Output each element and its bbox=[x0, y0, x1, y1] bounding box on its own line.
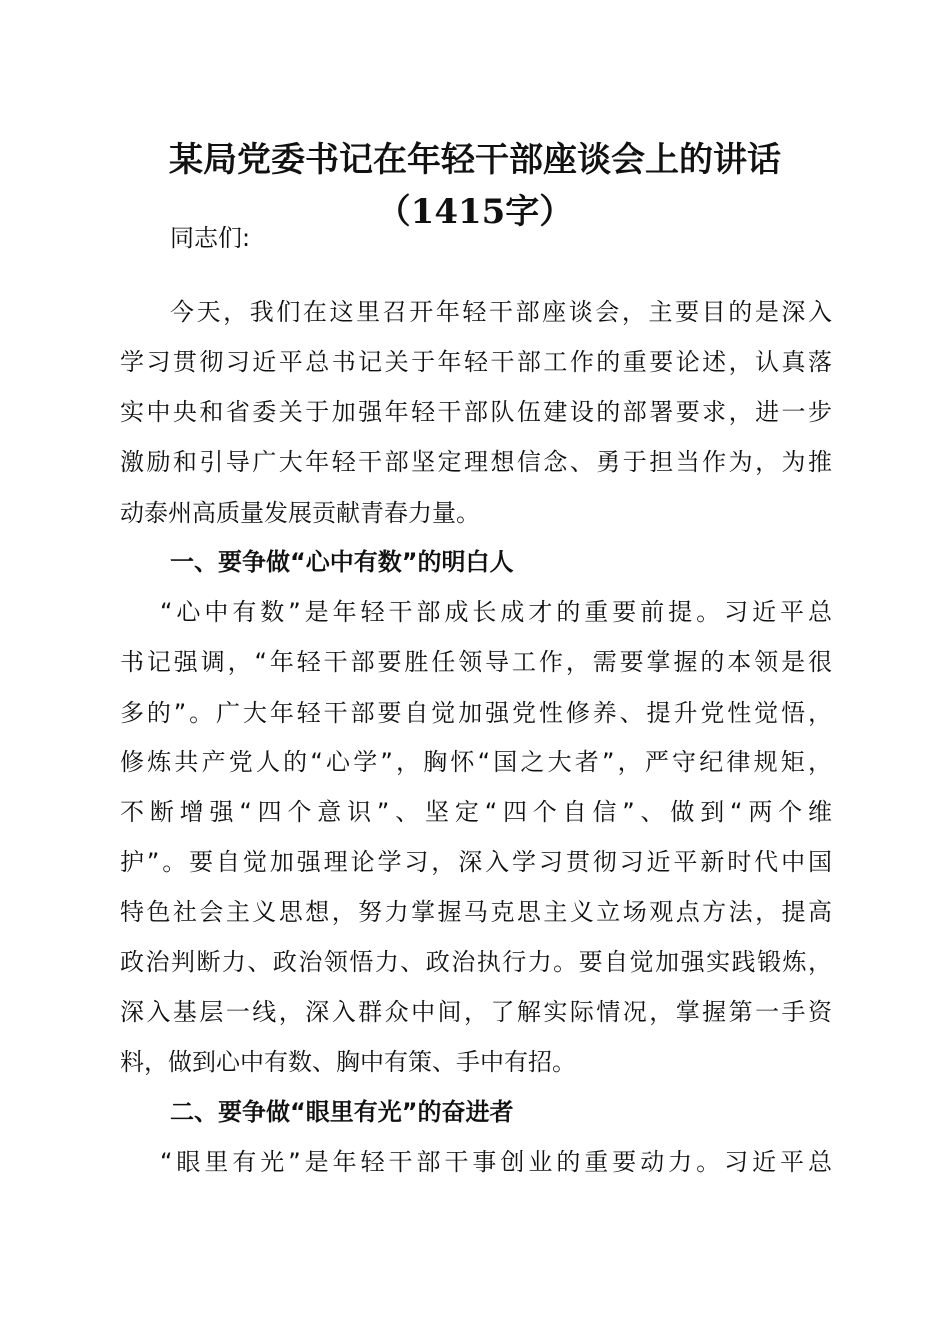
paragraph-line: 不断增强“四个意识”、坚定“四个自信”、做到“两个维 bbox=[120, 798, 832, 826]
paragraph-line: 料，做到心中有数、胸中有策、手中有招。 bbox=[120, 1048, 576, 1076]
document-subtitle: （1415字） bbox=[376, 192, 574, 232]
paragraph-line: 学习贯彻习近平总书记关于年轻干部工作的重要论述，认真落 bbox=[120, 348, 832, 376]
document-title: 某局党委书记在年轻干部座谈会上的讲话 bbox=[169, 140, 781, 180]
paragraph-line: 特色社会主义思想，努力掌握马克思主义立场观点方法，提高 bbox=[120, 898, 832, 926]
paragraph-line: 修炼共产党人的“心学”，胸怀“国之大者”，严守纪律规矩， bbox=[120, 748, 832, 776]
paragraph-line: “眼里有光”是年轻干部干事创业的重要动力。习近平总 bbox=[160, 1148, 832, 1176]
paragraph-line: 深入基层一线，深入群众中间，了解实际情况，掌握第一手资 bbox=[120, 998, 832, 1026]
section-heading: 二、要争做“眼里有光”的奋进者 bbox=[170, 1098, 514, 1126]
paragraph-line: 动泰州高质量发展贡献青春力量。 bbox=[120, 499, 480, 527]
paragraph-line: 书记强调，“年轻干部要胜任领导工作，需要掌握的本领是很 bbox=[120, 648, 832, 676]
salutation: 同志们: bbox=[170, 224, 251, 252]
paragraph-line: “心中有数”是年轻干部成长成才的重要前提。习近平总 bbox=[160, 598, 832, 626]
paragraph-line: 激励和引导广大年轻干部坚定理想信念、勇于担当作为，为推 bbox=[120, 448, 832, 476]
paragraph-line: 多的”。广大年轻干部要自觉加强党性修养、提升党性觉悟， bbox=[120, 699, 832, 727]
paragraph-line: 实中央和省委关于加强年轻干部队伍建设的部署要求，进一步 bbox=[120, 398, 832, 426]
paragraph-line: 护”。要自觉加强理论学习，深入学习贯彻习近平新时代中国 bbox=[120, 848, 832, 876]
section-heading: 一、要争做“心中有数”的明白人 bbox=[170, 548, 514, 576]
paragraph-line: 政治判断力、政治领悟力、政治执行力。要自觉加强实践锻炼， bbox=[120, 948, 832, 976]
paragraph-line: 今天，我们在这里召开年轻干部座谈会，主要目的是深入 bbox=[170, 298, 832, 326]
